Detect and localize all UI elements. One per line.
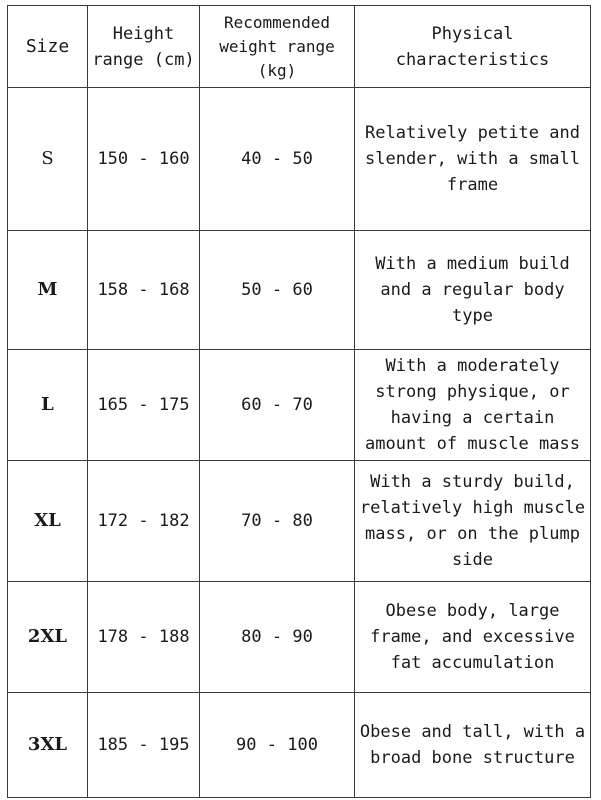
height-cell: 185 - 195	[88, 693, 200, 798]
physical-cell: With a sturdy build, relatively high muscle mass, or on the plump side	[355, 461, 591, 582]
physical-cell: With a moderately strong physique, or having a certain amount of muscle mass	[355, 350, 591, 461]
size-cell: 2XL	[8, 582, 88, 693]
table-row	[8, 350, 591, 461]
physical-cell: Relatively petite and slender, with a small frame	[355, 88, 591, 231]
size-cell: M	[8, 231, 88, 350]
table-row	[8, 582, 591, 693]
size-cell: L	[8, 350, 88, 461]
header-size: Size	[8, 6, 88, 88]
size-chart-table	[7, 5, 591, 798]
weight-cell: 80 - 90	[200, 582, 355, 693]
height-cell: 172 - 182	[88, 461, 200, 582]
physical-cell: Obese and tall, with a broad bone structure	[355, 693, 591, 798]
physical-cell: Obese body, large frame, and excessive fat accumulation	[355, 582, 591, 693]
size-cell: S	[8, 88, 88, 231]
weight-cell: 40 - 50	[200, 88, 355, 231]
header-physical-characteristics: Physical characteristics	[355, 6, 591, 88]
size-cell: XL	[8, 461, 88, 582]
weight-cell: 90 - 100	[200, 693, 355, 798]
height-cell: 178 - 188	[88, 582, 200, 693]
height-cell: 150 - 160	[88, 88, 200, 231]
height-cell: 158 - 168	[88, 231, 200, 350]
table-row	[8, 88, 591, 231]
header-height-range: Height range (cm)	[88, 6, 200, 88]
height-cell: 165 - 175	[88, 350, 200, 461]
weight-cell: 60 - 70	[200, 350, 355, 461]
table-row	[8, 461, 591, 582]
weight-cell: 70 - 80	[200, 461, 355, 582]
table-row	[8, 231, 591, 350]
table-header-row	[8, 6, 591, 88]
weight-cell: 50 - 60	[200, 231, 355, 350]
size-cell: 3XL	[8, 693, 88, 798]
header-weight-range: Recommended weight range (kg)	[200, 6, 355, 88]
physical-cell: With a medium build and a regular body type	[355, 231, 591, 350]
table-row	[8, 693, 591, 798]
